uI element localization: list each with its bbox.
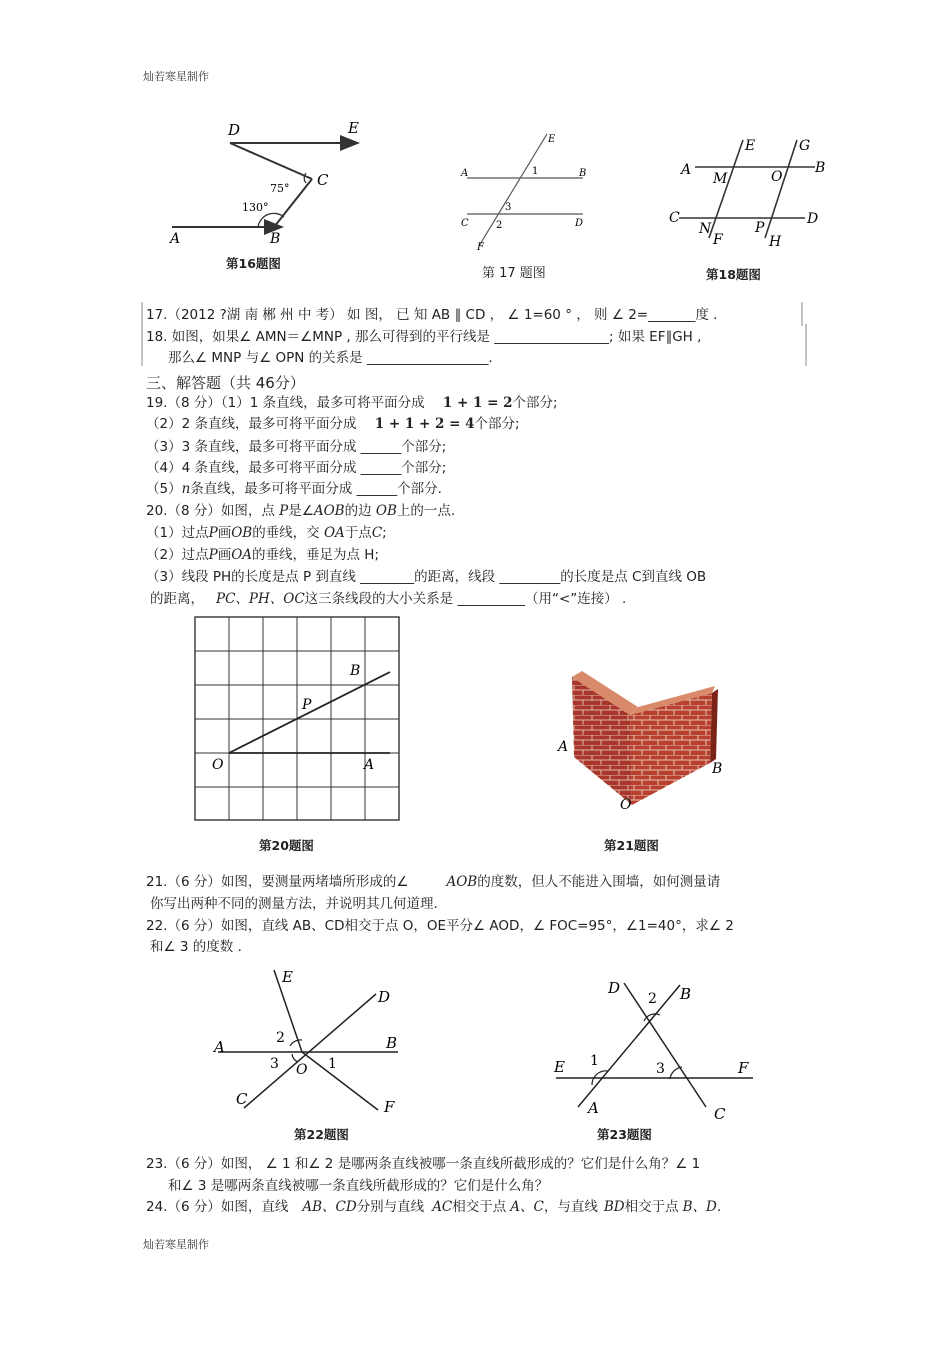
- figure-17: [455, 128, 595, 253]
- f22-label-C: C: [236, 1090, 248, 1108]
- f16-label-D: D: [228, 121, 241, 139]
- q22-line1: 22.（6 分）如图，直线 AB、CD相交于点 O，OE平分∠ AOD，∠ FOC=95°，∠1=40°，求∠ 2: [146, 918, 734, 934]
- f18-label-N: N: [699, 221, 712, 237]
- f23-label-C: C: [714, 1105, 726, 1123]
- f18-label-E: E: [745, 138, 756, 154]
- q21-line2: 你写出两种不同的测量方法，并说明其几何道理.: [150, 896, 438, 912]
- q19-line2: （2）2 条直线，最多可将平面分成 1 + 1 + 2 = 4个部分;: [146, 416, 520, 432]
- f18-label-F: F: [713, 232, 723, 248]
- f23-label-F: F: [738, 1059, 749, 1077]
- f23-angle-1: 1: [590, 1053, 599, 1069]
- f20-label-P: P: [302, 697, 312, 713]
- f22-label-F: F: [384, 1098, 395, 1116]
- f16-label-B: B: [270, 231, 281, 247]
- q23-line1: 23.（6 分）如图， ∠ 1 和∠ 2 是哪两条直线被哪一条直线所截形成的？它们是什么角？∠ 1: [146, 1156, 701, 1172]
- f17-caption: 第 17 题图: [482, 266, 546, 281]
- f23-angle-3: 3: [656, 1061, 665, 1077]
- f18-label-M: M: [713, 171, 728, 187]
- f17-label-B: B: [579, 168, 587, 179]
- figure-23: [548, 975, 758, 1125]
- f17-label-A: A: [461, 168, 469, 179]
- f16-angle-130: 130°: [242, 201, 269, 214]
- f16-label-E: E: [348, 119, 359, 137]
- f21-label-O: O: [620, 797, 632, 813]
- q18-line2: 那么∠ MNP 与∠ OPN 的关系是 __________________.: [168, 350, 493, 366]
- q23-line2: 和∠ 3 是哪两条直线被哪一条直线所截形成的？它们是什么角？: [168, 1178, 549, 1194]
- f18-label-O: O: [771, 169, 783, 185]
- f22-label-A: A: [214, 1038, 225, 1056]
- f18-label-C: C: [669, 210, 680, 226]
- q20-line4: （3）线段 PH的长度是点 P 到直线 ________的距离，线段 _________的长度是点 C到直线 OB: [146, 569, 707, 585]
- f17-label-D: D: [575, 218, 584, 229]
- f18-label-G: G: [799, 138, 811, 154]
- figure-20: [190, 612, 404, 824]
- q19-line4: （4）4 条直线，最多可将平面分成 ______个部分;: [146, 460, 447, 476]
- f17-angle-2: 2: [496, 220, 503, 231]
- f21-caption: 第21题图: [604, 838, 659, 853]
- f23-angle-2: 2: [648, 991, 657, 1007]
- figure-16: [160, 115, 380, 250]
- figure-22: [208, 962, 408, 1122]
- figure-21: [550, 655, 735, 815]
- f21-label-B: B: [712, 761, 723, 777]
- q19-line3: （3）3 条直线，最多可将平面分成 ______个部分;: [146, 439, 447, 455]
- q24-line1: 24.（6 分）如图，直线 AB、CD分别与直线 AC相交于点 A、C，与直线 BD相交于点 B、D.: [146, 1199, 722, 1215]
- q20-line3: （2）过点P画OA的垂线，垂足为点 H;: [146, 547, 380, 563]
- f18-caption: 第18题图: [706, 267, 761, 282]
- f22-label-O: O: [296, 1062, 308, 1078]
- q20-line1: 20.（8 分）如图，点 P是∠AOB的边 OB上的一点.: [146, 503, 456, 519]
- f17-angle-3: 3: [505, 202, 512, 213]
- page-header: 灿若寒星制作: [143, 70, 209, 83]
- f18-label-H: H: [769, 234, 782, 250]
- q18-line1: 18. 如图，如果∠ AMN＝∠MNP , 那么可得到的平行线是 _________________; 如果 EF∥GH ,: [146, 329, 702, 345]
- f23-label-E: E: [554, 1058, 565, 1076]
- f23-label-B: B: [680, 985, 692, 1003]
- f18-label-A: A: [681, 162, 692, 178]
- f16-angle-75: 75°: [270, 182, 290, 195]
- section-title: 三、解答题（共 46分）: [146, 374, 305, 392]
- f20-label-O: O: [212, 757, 224, 773]
- f17-label-C: C: [461, 218, 469, 229]
- figure-18: [665, 132, 835, 257]
- q19-line5: （5）n条直线，最多可将平面分成 ______个部分.: [146, 481, 442, 497]
- f22-angle-2: 2: [276, 1030, 285, 1046]
- f22-angle-1: 1: [328, 1056, 337, 1072]
- f18-label-B: B: [815, 160, 826, 176]
- q21-line1: 21.（6 分）如图，要测量两堵墙所形成的∠ AOB的度数，但人不能进入围墙，如何测量请: [146, 874, 721, 890]
- q22-line2: 和∠ 3 的度数 .: [150, 939, 242, 955]
- q20-line5: 的距离， PC、PH、OC这三条线段的大小关系是 __________（用“<”连接） .: [150, 591, 627, 607]
- q20-line2: （1）过点P画OB的垂线，交 OA于点C;: [146, 525, 387, 541]
- f20-label-A: A: [364, 757, 375, 773]
- f20-caption: 第20题图: [259, 838, 314, 853]
- f22-label-E: E: [282, 968, 293, 986]
- f22-label-B: B: [386, 1034, 398, 1052]
- f17-angle-1: 1: [532, 166, 539, 177]
- q17-text: 17.（2012 ?湖 南 郴 州 中 考） 如 图， 已 知 AB ∥ CD ， ∠ 1=60 ° ， 则 ∠ 2=_______度 .: [146, 307, 718, 323]
- q19-line1: 19.（8 分）（1）1 条直线，最多可将平面分成 1 + 1 = 2个部分;: [146, 395, 558, 411]
- page-footer: 灿若寒星制作: [143, 1238, 209, 1251]
- f22-angle-3: 3: [270, 1056, 279, 1072]
- f23-label-D: D: [608, 979, 621, 997]
- f18-label-D: D: [807, 211, 819, 227]
- f18-label-P: P: [755, 220, 765, 236]
- f16-label-C: C: [317, 171, 329, 189]
- f17-label-F: F: [477, 242, 484, 253]
- f17-label-E: E: [548, 134, 556, 145]
- f20-label-B: B: [350, 663, 361, 679]
- f16-label-A: A: [170, 231, 181, 247]
- f16-caption: 第16题图: [226, 256, 281, 271]
- f21-label-A: A: [558, 739, 569, 755]
- f23-label-A: A: [588, 1099, 599, 1117]
- f22-label-D: D: [378, 988, 391, 1006]
- f23-caption: 第23题图: [597, 1127, 652, 1142]
- f22-caption: 第22题图: [294, 1127, 349, 1142]
